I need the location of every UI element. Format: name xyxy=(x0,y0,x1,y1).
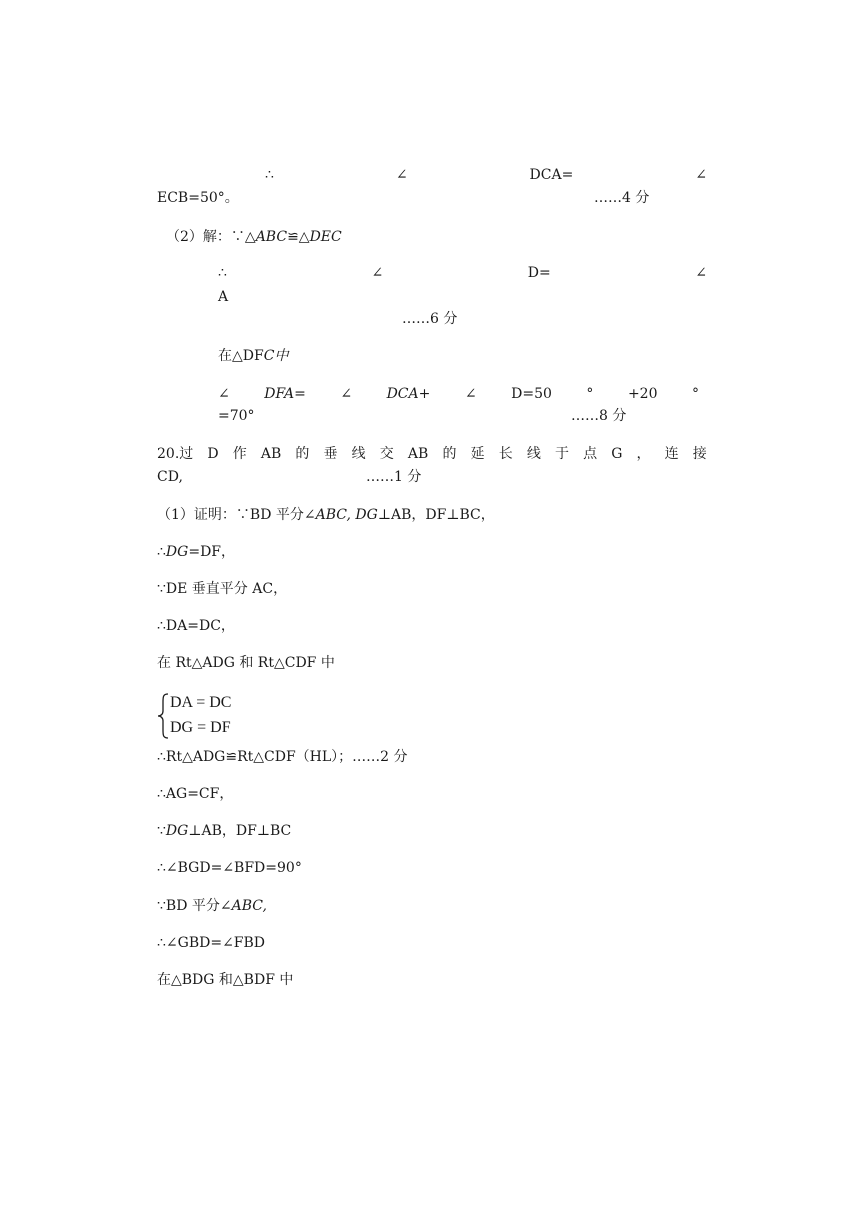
q20-intro: 20.过 D 作 AB 的 垂 线 交 AB 的 延 长 线 于 点 G ， 连 接 xyxy=(157,446,707,462)
angle-symbol: ∠ xyxy=(395,167,408,183)
angle-symbol: ∠ xyxy=(695,167,707,183)
angle-symbol: ∠ xyxy=(695,265,707,281)
step-equal-angles: ∴∠GBD=∠FBD xyxy=(157,935,266,951)
part2-heading: （2）解：∵△ABC≌△DEC xyxy=(166,229,342,245)
proof-heading: （1）证明：∵BD 平分∠ABC, DG⊥AB，DF⊥BC， xyxy=(157,507,495,523)
therefore-symbol: ∴ xyxy=(218,265,227,281)
part2-equation: ∠ DFA= ∠ DCA+ ∠ D=50 ° +20 ° xyxy=(218,386,699,402)
step-bd-bisects: ∵BD 平分∠ABC, xyxy=(157,898,267,914)
part1-line1 xyxy=(265,166,707,184)
score-4: ……4 分 xyxy=(594,190,650,206)
therefore-symbol: ∴ xyxy=(265,167,274,183)
step-right-angles: ∴∠BGD=∠BFD=90° xyxy=(157,860,302,876)
score-6: ……6 分 xyxy=(402,311,458,327)
system-line-2: DG = DF xyxy=(170,719,231,736)
angle-symbol: ∠ xyxy=(371,265,384,281)
part2-line1 xyxy=(218,264,707,282)
step-in-triangles-bdg-bdf: 在△BDG 和△BDF 中 xyxy=(157,972,294,988)
part2-line2: A xyxy=(218,289,229,305)
score-1: ……1 分 xyxy=(366,469,422,485)
left-brace-icon xyxy=(156,692,170,740)
equation-line2: =70° xyxy=(218,408,255,424)
step-da-eq-dc: ∴DA=DC， xyxy=(157,618,235,634)
score-8: ……8 分 xyxy=(571,408,627,424)
step-ag-eq-cf: ∴AG=CF， xyxy=(157,786,234,802)
system-line-1: DA = DC xyxy=(170,694,232,711)
step-dg-eq-df: ∴DG=DF， xyxy=(157,544,236,560)
dca-text: DCA= xyxy=(529,167,574,183)
step-de-bisector: ∵DE 垂直平分 AC， xyxy=(157,581,288,597)
step-in-rt-triangles: 在 Rt△ADG 和 Rt△CDF 中 xyxy=(157,655,335,671)
q20-intro-line2: CD, xyxy=(157,469,183,485)
part1-line2: ECB=50°。 xyxy=(157,190,239,206)
d-text: D= xyxy=(527,265,551,281)
in-triangle-dfc: 在△DFC中 xyxy=(218,348,289,364)
step-congruent-hl: ∴Rt△ADG≌Rt△CDF（HL）；……2 分 xyxy=(157,749,408,765)
step-perpendiculars: ∵DG⊥AB，DF⊥BC xyxy=(157,823,292,839)
